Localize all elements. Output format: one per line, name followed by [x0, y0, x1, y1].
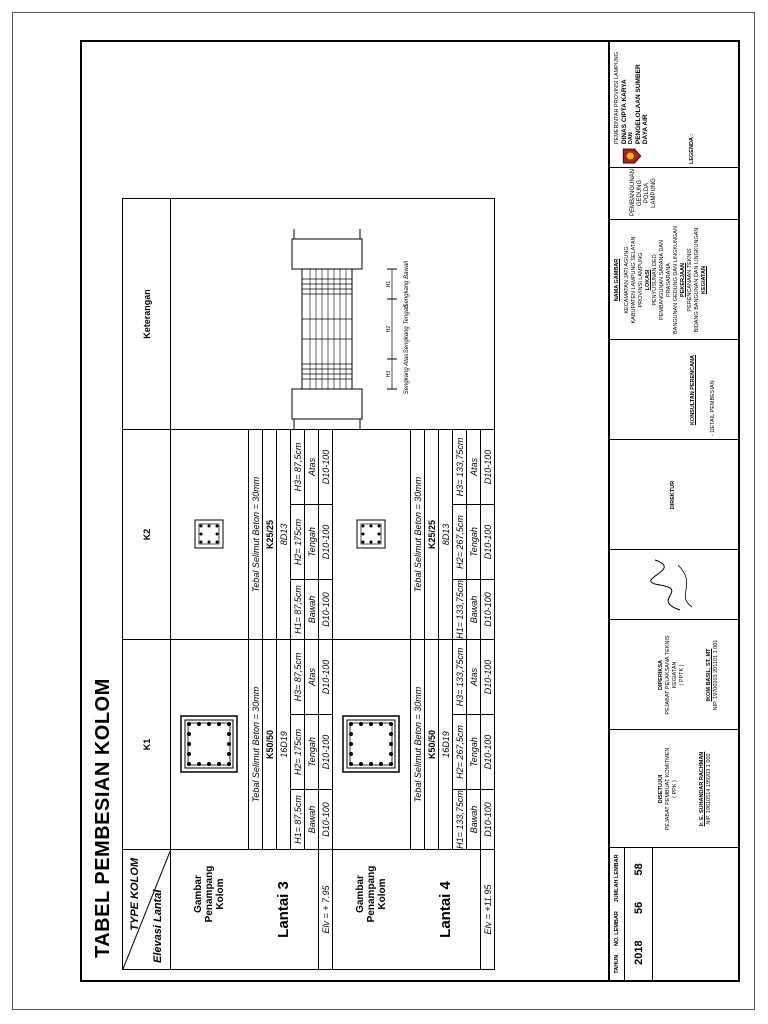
tb-divider: [610, 549, 738, 550]
k1-h1-l4: H1= 133,75cm: [454, 790, 465, 849]
k2-pos3-l3: Atas: [305, 430, 319, 505]
gambar-row-label: Gambar Penampang Kolom: [193, 865, 227, 923]
floor-4-elv: Elv = +11.95: [481, 850, 495, 970]
tb-divider: [652, 848, 653, 980]
keterangan-cell: [171, 199, 495, 430]
sheet-title: TABEL PEMBESIAN KOLOM: [92, 678, 114, 958]
kegiatan-2: BIDANG BANGUNAN DAN LINGKUNGAN: [694, 227, 700, 333]
k1-pos1-l3: Bawah: [305, 790, 319, 850]
k1-h1-l3: H1= 87,5cm: [291, 790, 305, 850]
tb-disetujui: [658, 734, 713, 844]
floor-4-label: [411, 850, 481, 970]
tb-project: [630, 170, 658, 216]
signature-image: [640, 555, 700, 615]
pptk-title-1: PEJABAT PELAKSANA TEKNIS KEGIATAN: [665, 635, 678, 715]
floor-3-name: Lantai 3: [274, 881, 292, 938]
tb-nama-gambar-value: [710, 344, 717, 436]
k1-h2-l4: H2= 267,5cm: [453, 715, 467, 790]
lokasi-title: LOKASI: [645, 269, 651, 291]
konsultan-label: KONSULTAN PERENCANA: [690, 354, 696, 426]
title-block: [608, 42, 738, 980]
pptk-name: IKOM BASIL, ST, MT: [706, 648, 712, 702]
floor-4-label-top: [333, 850, 411, 970]
project-1: PEMBANGUNAN GEDUNG: [630, 168, 643, 216]
k1-d1-l4: D10-100: [481, 790, 495, 850]
footer-label-tahun: TAHUN: [614, 954, 620, 974]
k2-h3-l3: H3= 87,5cm: [291, 430, 305, 505]
lokasi-3: PROVINSI LAMPUNG: [638, 252, 644, 308]
tb-diperiksa: [658, 624, 720, 726]
k2-pos2-l3: Tengah: [305, 505, 319, 580]
tb-divider: [610, 439, 738, 440]
agency-3: DAN: [628, 132, 634, 145]
kegiatan-title: KEGIATAN: [701, 266, 707, 294]
disetujui-label: DISETUJUI: [658, 774, 664, 804]
k2-d1-l3: D10-100: [319, 580, 333, 640]
k2-d3-l4: D10-100: [481, 430, 495, 505]
kolom-elevation-detail: [232, 199, 432, 429]
lokasi-2: KABUPATEN LAMPUNG SELATAN: [631, 236, 637, 324]
tb-divider: [610, 619, 738, 620]
tb-project-info: [614, 224, 708, 336]
nama-gambar-title: NAMA GAMBAR: [614, 258, 620, 302]
tb-footer: [614, 850, 621, 978]
k1-tulangan-l4: 16D19: [439, 640, 453, 850]
diperiksa-label: DIPERIKSA: [658, 660, 664, 690]
main-drawing-area: [82, 42, 608, 980]
k1-pos3-l3: Atas: [305, 640, 319, 715]
ppk-nip: NIP. 19610514 199203 1 002: [706, 753, 712, 825]
k2-section-drawing-l4: [356, 520, 386, 550]
k2-dimensi-l4: K25/25: [425, 430, 439, 640]
lokasi-1: KECAMATAN JATI AGUNG: [624, 246, 630, 314]
k1-h3-l4: H3= 133,75cm: [453, 640, 467, 715]
k1-section-drawing-l4: [341, 715, 401, 775]
dim-h2: H2: [385, 325, 392, 333]
k1-d3-l4: D10-100: [481, 640, 495, 715]
ppk-title-1: PEJABAT PEMBUAT KOMITMEN: [665, 747, 671, 831]
legenda-label: LEGENDA :: [689, 133, 695, 164]
floor-3-elv: Elv = + 7.95: [319, 850, 333, 970]
tb-divider: [610, 339, 738, 340]
label-sengkang-tengah: Sengkang Tengah: [403, 304, 410, 354]
floor-4-name: Lantai 4: [436, 881, 454, 938]
footer-label-nolembar: NO. LEMBAR: [614, 911, 620, 947]
agency-2: DINAS CIPTA KARYA: [621, 79, 628, 145]
k1-d2-l4: D10-100: [481, 715, 495, 790]
k2-pos1-l3: Bawah: [305, 580, 319, 640]
k1-selimut-l3: Tebal Selimut Beton = 30mm: [249, 640, 263, 850]
k2-d3-l3: D10-100: [319, 430, 333, 505]
k1-d3-l3: D10-100: [319, 640, 333, 715]
k2-selimut-l3: Tebal Selimut Beton = 30mm: [249, 430, 263, 640]
type-elevasi-header: [123, 850, 171, 970]
k2-h2-l4: H2= 267,5cm: [453, 505, 467, 580]
tb-divider: [610, 167, 738, 168]
tb-divider: [610, 729, 738, 730]
k2-pos1-l4: Bawah: [467, 580, 481, 640]
tb-footer-values: [632, 850, 646, 978]
k2-h1-l3: H1= 87,5cm: [291, 580, 305, 640]
agency-4: PENGELOLAAN SUMBER DAYA AIR: [635, 64, 649, 145]
pembesian-table: [122, 198, 495, 970]
k2-selimut-l4: Tebal Selimut Beton = 30mm: [411, 430, 425, 640]
pptk-nip: NIP. 19700203 201101 1 001: [713, 639, 719, 711]
footer-label-jumlah: JUMLAH LEMBAR: [614, 854, 620, 903]
pekerjaan-title: PEKERJAAN: [680, 263, 686, 297]
pptk-title-2: ( PPTK ): [679, 664, 685, 686]
k2-dimensi-l3: K25/25: [263, 430, 277, 640]
tb-agency: [614, 46, 696, 164]
kegiatan-1: PERENCANAAN TEKNIS: [687, 248, 693, 312]
k2-pos3-l4: Atas: [467, 430, 481, 505]
ppk-title-2: ( PPK ): [672, 780, 678, 798]
k2-d2-l4: D10-100: [481, 505, 495, 580]
direktur-label: DIREKTUR: [670, 480, 676, 510]
k2-section-l4: [333, 430, 411, 640]
k2-tulangan-l4: 8D13: [439, 430, 453, 640]
ppk-name: Ir. E. SUHANDAR RACHMAN: [699, 751, 705, 827]
label-sengkang-bawah: Sengkang Bawah: [403, 260, 410, 308]
header-k2: K2: [123, 430, 171, 640]
dim-h3: H3: [385, 370, 392, 378]
k2-tulangan-l3: 8D13: [277, 430, 291, 640]
k1-dimensi-l3: K50/50: [263, 640, 277, 850]
pekerjaan-2: PEMBANGUNAN SARANA DAN PRASARANA: [659, 239, 672, 321]
header-keterangan: Keterangan: [123, 199, 171, 430]
agency-1: PEMERINTAH PROVINSI LAMPUNG: [614, 51, 620, 145]
tb-konsultan: [690, 344, 697, 436]
type-kolom-label: TYPE KOLOM: [129, 858, 141, 931]
k1-h2-l3: H2= 175cm: [291, 715, 305, 790]
k1-pos1-l4: Bawah: [467, 790, 481, 850]
footer-value-tahun: 2018: [633, 940, 645, 965]
pekerjaan-1: PENYUSUNAN DED: [652, 254, 658, 306]
lampung-emblem-icon: [621, 148, 643, 164]
k2-section-l3: [171, 430, 249, 640]
k1-d1-l3: D10-100: [319, 790, 333, 850]
k1-pos2-l4: Tengah: [467, 715, 481, 790]
pekerjaan-3: BANGUNAN GEDUNG DAN LINGKUNGAN: [673, 226, 679, 334]
tb-divider: [624, 848, 625, 980]
k2-pos2-l4: Tengah: [467, 505, 481, 580]
tb-signatures: [640, 554, 703, 616]
k1-section-drawing: [179, 715, 239, 775]
k2-h2-l3: H2= 175cm: [291, 505, 305, 580]
gambar-row-label-l4: Gambar Penampang Kolom: [355, 865, 389, 923]
footer-value-nolembar: 56: [633, 901, 645, 915]
footer-value-jumlah: 58: [633, 863, 645, 876]
floor-3-label-top: [171, 850, 249, 970]
tb-divider: [610, 847, 738, 848]
tb-direktur: [670, 444, 677, 546]
k1-section-l3: [171, 640, 249, 850]
k2-d2-l3: D10-100: [319, 505, 333, 580]
project-2: POLDA LAMPUNG: [644, 178, 657, 208]
floor-3-label: [249, 850, 319, 970]
dim-h1: H1: [385, 280, 392, 288]
k1-pos3-l4: Atas: [467, 640, 481, 715]
k1-h3-l3: H3= 87,5cm: [291, 640, 305, 715]
k2-d1-l4: D10-100: [481, 580, 495, 640]
k1-dimensi-l4: K50/50: [425, 640, 439, 850]
tb-divider: [610, 219, 738, 220]
k1-pos2-l3: Tengah: [305, 715, 319, 790]
k2-h1-l4: H1= 133,75cm: [454, 580, 465, 639]
label-sengkang-atas: Sengkang Atas: [403, 353, 410, 395]
k2-h3-l4: H3= 133,75cm: [453, 430, 467, 505]
k1-selimut-l4: Tebal Selimut Beton = 30mm: [411, 640, 425, 850]
header-k1: K1: [123, 640, 171, 850]
nama-gambar-value: - DETAIL PEMBESIAN: [710, 380, 716, 436]
k1-d2-l3: D10-100: [319, 715, 333, 790]
k1-section-l4: [333, 640, 411, 850]
k2-section-drawing: [194, 520, 224, 550]
k1-tulangan-l3: 16D19: [277, 640, 291, 850]
elevasi-label: Elevasi Lantai: [152, 889, 164, 963]
